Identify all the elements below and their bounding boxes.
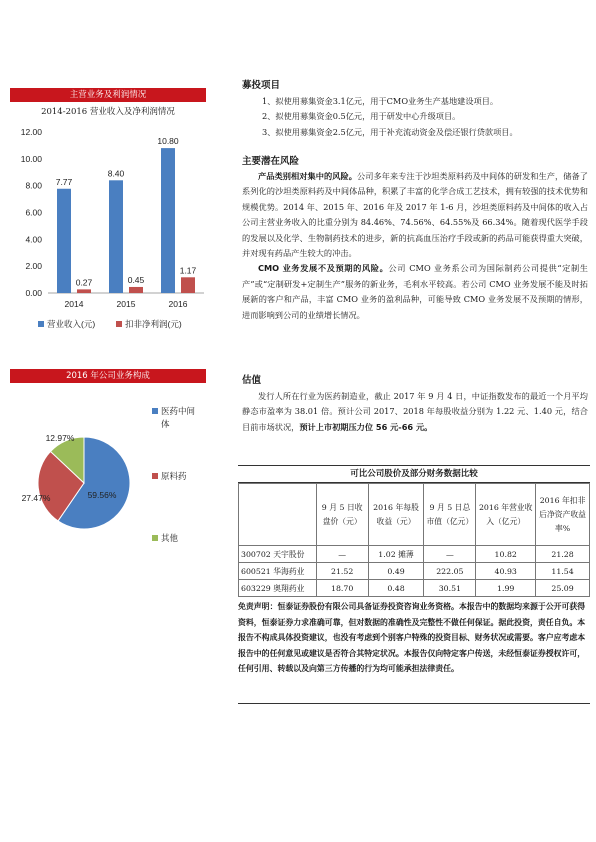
section-banner-main-business: 主营业务及利润情况 xyxy=(10,88,206,102)
pie-value-label: 27.47% xyxy=(21,493,51,503)
table-header-row xyxy=(239,484,590,546)
y-tick-label: 12.00 xyxy=(20,127,42,137)
x-tick-label: 2016 xyxy=(168,299,188,309)
bar-profit xyxy=(129,287,143,293)
table-cell: — xyxy=(316,546,368,563)
table-header-cell: 9 月 5 日收盘价（元） xyxy=(316,484,368,546)
list-item: 2、拟使用募集资金0.5亿元，用于研发中心升级项目。 xyxy=(262,111,461,122)
bar-revenue xyxy=(57,189,71,293)
table-cell: 18.70 xyxy=(316,580,368,597)
table-cell: — xyxy=(424,546,476,563)
bar-value-label: 0.45 xyxy=(127,274,145,285)
risk-paragraph-2 xyxy=(242,261,588,323)
funding-section xyxy=(242,77,588,140)
table-row xyxy=(239,546,590,563)
legend-swatch xyxy=(152,473,158,479)
bar-profit xyxy=(181,277,195,293)
risk-heading: 主要潜在风险 xyxy=(242,156,300,167)
risk-paragraph-1 xyxy=(242,169,588,261)
legend-swatch xyxy=(38,321,44,327)
table-cell: 21.28 xyxy=(536,546,590,563)
pie-value-label: 12.97% xyxy=(45,433,75,443)
bar-value-label: 8.40 xyxy=(107,168,125,179)
table-cell: 0.48 xyxy=(368,580,424,597)
table-cell: 600521 华海药业 xyxy=(239,563,317,580)
table-cell: 25.09 xyxy=(536,580,590,597)
bar-revenue xyxy=(161,148,175,293)
chart-title-revenue: 2014-2016 营业收入及净利润情况 xyxy=(41,107,175,117)
bar-value-label: 1.17 xyxy=(179,265,197,276)
risk-1-text: 公司多年来专注于沙坦类原料药及中间体的研发和生产，储备了系列化的沙坦类原料药及中间体品种，积累了丰富的化学合成工艺技术，拥有较强的技术优势和规模优势。2014 年、2015 年、2016 年及 2017 年 1-6 月，沙坦类原料药及中间体的收入占公司主营业务收入的比重分别为 84.46%、74.56%、64.55%及 66.34%。随着现代医学手段的发展以及化学、生物制药技术的进步，新的抗高血压治疗手段或新的药品可能获得重大突破，并对现有药品产生较大的冲击。 xyxy=(242,171,588,259)
y-tick-label: 10.00 xyxy=(20,153,42,164)
legend-label: 医药中间 xyxy=(161,406,196,416)
valuation-paragraph xyxy=(242,389,588,435)
funding-list xyxy=(242,94,588,140)
legend-swatch xyxy=(152,535,158,541)
comparison-table xyxy=(238,483,590,597)
valuation-price-range: 预计上市初期压力位 56 元-66 元。 xyxy=(299,421,433,432)
y-tick-label: 6.00 xyxy=(25,207,42,218)
bar-value-label: 7.77 xyxy=(55,176,73,187)
legend-label: 营业收入(元) xyxy=(47,319,96,329)
table-cell: 300702 天宇股份 xyxy=(239,546,317,563)
x-tick-label: 2015 xyxy=(116,299,136,309)
comparison-table-section xyxy=(238,465,590,677)
pie-value-label: 59.56% xyxy=(87,490,117,500)
table-cell: 1.99 xyxy=(476,580,536,597)
legend-swatch xyxy=(116,321,122,327)
y-tick-label: 0.00 xyxy=(25,288,42,298)
table-header-cell xyxy=(239,484,317,546)
table-cell: 222.05 xyxy=(424,563,476,580)
table-cell: 1.02 摊薄 xyxy=(368,546,424,563)
valuation-text: 发行人所在行业为医药制造业，截止 2017 年 9 月 4 日，中证指数发布的最近一个月平均静态市盈率为 38.01 倍。预计公司 2017、2018 年每股收益分别为 1.22 元、1.40 元，结合目前市场状况， xyxy=(242,391,588,432)
y-tick-label: 8.00 xyxy=(25,180,42,191)
valuation-section xyxy=(242,372,588,435)
valuation-heading: 估值 xyxy=(242,375,262,386)
risk-2-title: CMO 业务发展不及预期的风险。 xyxy=(258,263,389,274)
revenue-profit-bar-chart xyxy=(8,120,208,345)
table-row xyxy=(239,580,590,597)
bar-value-label: 10.80 xyxy=(157,136,179,147)
disclaimer: 免责声明：恒泰证券股份有限公司具备证券投资咨询业务资格。本报告中的数据均来源于公开可获得资料，恒泰证券力求准确可靠，但对数据的准确性及完整性不做任何保证。据此投资，责任自负。本报告不构成具体投资建议，也没有考虑到个别客户特殊的投资目标、财务状况或需要。客户应考虑本报告中的任何意见或建议是否符合其特定状况。本报告仅向特定客户传送，未经恒泰证券授权许可，任何引用、转载以及向第三方传播的行为均可能承担法律责任。 xyxy=(238,602,586,674)
y-tick-label: 4.00 xyxy=(25,234,42,245)
legend-label: 扣非净利润(元) xyxy=(125,319,182,329)
table-cell: 0.49 xyxy=(368,563,424,580)
risk-section xyxy=(242,153,588,323)
y-tick-label: 2.00 xyxy=(25,261,42,272)
legend-label: 原料药 xyxy=(161,471,187,481)
table-header-cell: 9 月 5 日总市值（亿元） xyxy=(424,484,476,546)
legend-label: 其他 xyxy=(161,533,179,543)
risk-1-title: 产品类别相对集中的风险。 xyxy=(258,171,358,181)
table-cell: 10.82 xyxy=(476,546,536,563)
list-item: 3、拟使用募集资金2.5亿元，用于补充流动资金及偿还银行贷款项目。 xyxy=(262,126,518,137)
table-cell: 11.54 xyxy=(536,563,590,580)
risk-2-text: 公司 CMO 业务系公司为国际制药公司提供“定制生产”或“定制研发+定制生产”服务的新业务，毛利水平较高。若公司 CMO 业务发展不能及时拓展新的客户和产品，丰富 CMO 业务的盈利品种，可能导致 CMO 业务发展不及预期的情形，进而影响到公司的业绩增长情况。 xyxy=(242,263,588,320)
list-item: 1、拟使用募集资金3.1亿元，用于CMO业务生产基地建设项目。 xyxy=(262,96,499,106)
table-header-cell: 2016 年每股收益（元） xyxy=(368,484,424,546)
section-banner-business-composition: 2016 年公司业务构成 xyxy=(10,369,206,383)
table-title: 可比公司股价及部分财务数据比较 xyxy=(238,465,590,483)
table-cell: 40.93 xyxy=(476,563,536,580)
business-composition-pie-chart xyxy=(8,395,208,570)
x-tick-label: 2014 xyxy=(64,299,84,309)
funding-heading: 募投项目 xyxy=(242,80,281,91)
table-cell: 603229 奥翔药业 xyxy=(239,580,317,597)
legend-swatch xyxy=(152,408,158,414)
bar-revenue xyxy=(109,180,123,293)
table-header-cell: 2016 年扣非后净资产收益率% xyxy=(536,484,590,546)
legend-label: 体 xyxy=(161,419,170,429)
table-cell: 30.51 xyxy=(424,580,476,597)
table-row xyxy=(239,563,590,580)
bar-profit xyxy=(77,289,91,293)
table-header-cell: 2016 年营业收入（亿元） xyxy=(476,484,536,546)
bar-value-label: 0.27 xyxy=(75,277,93,288)
disclaimer-divider xyxy=(238,703,590,704)
table-cell: 21.52 xyxy=(316,563,368,580)
